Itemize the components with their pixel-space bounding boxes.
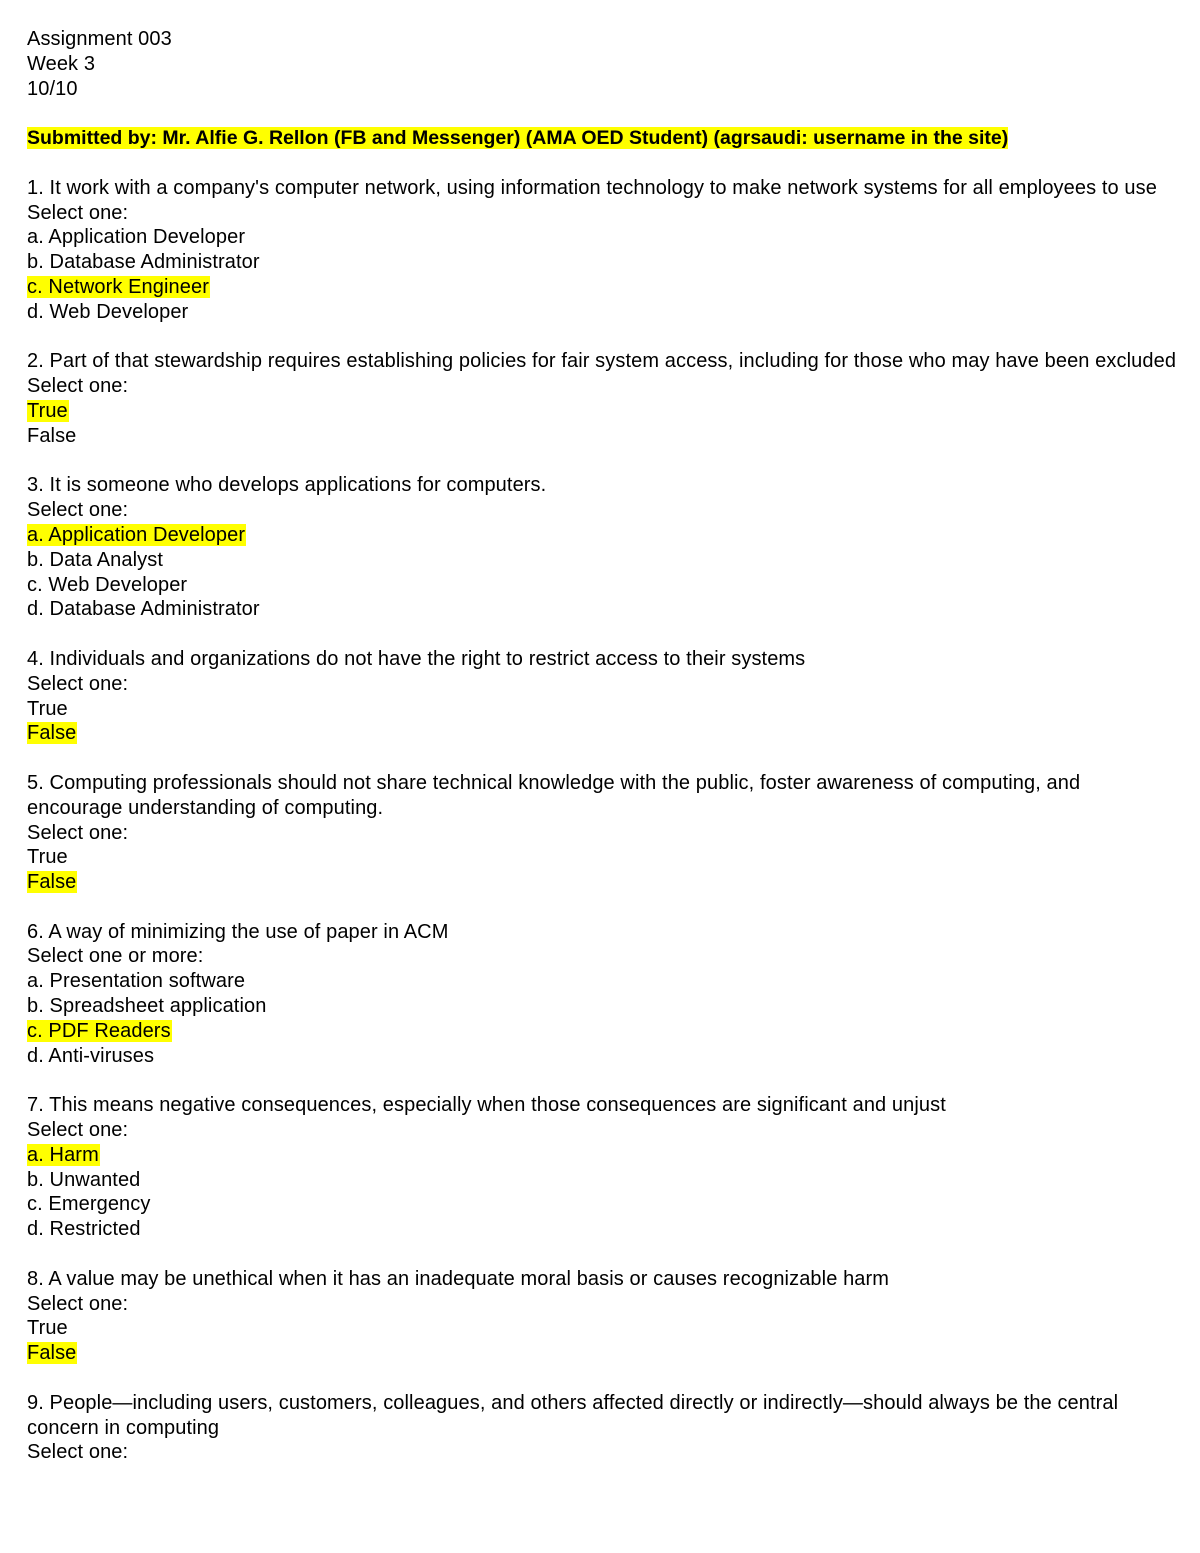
answer-option-label: c. Web Developer	[27, 573, 188, 596]
answer-option-label: b. Database Administrator	[27, 251, 260, 274]
answer-option-selected	[27, 870, 1177, 895]
question-text: 1. It work with a company's computer network, using information technology to make network systems for all employees to use	[27, 176, 1157, 199]
question-text: 6. A way of minimizing the use of paper in ACM	[27, 920, 449, 943]
answer-option	[27, 250, 1177, 275]
question-prompt: Select one or more:	[27, 945, 204, 968]
answer-option-label: c. Emergency	[27, 1193, 151, 1216]
answer-option	[27, 1044, 1177, 1069]
question-prompt: Select one:	[27, 499, 129, 522]
answer-option-label: c. Network Engineer	[27, 275, 209, 298]
answer-option	[27, 573, 1177, 598]
answer-option-selected	[27, 399, 1177, 424]
answer-option-selected	[27, 1341, 1177, 1366]
answer-option-label: b. Spreadsheet application	[27, 995, 267, 1018]
answer-option	[27, 845, 1177, 870]
question-text: 8. A value may be unethical when it has an inadequate moral basis or causes recognizable harm	[27, 1267, 890, 1290]
answer-option-label: b. Unwanted	[27, 1168, 141, 1191]
answer-option	[27, 548, 1177, 573]
question-text: 4. Individuals and organizations do not have the right to restrict access to their systems	[27, 647, 806, 670]
answer-option-label: a. Application Developer	[27, 226, 246, 249]
answer-option-selected	[27, 1019, 1177, 1044]
submitted-by-line: Submitted by: Mr. Alfie G. Rellon (FB and Messenger) (AMA OED Student) (agrsaudi: username in the site)	[27, 127, 1009, 150]
answer-option	[27, 1192, 1177, 1217]
question-text: 2. Part of that stewardship requires establishing policies for fair system access, including for those who may have been excluded	[27, 350, 1177, 373]
answer-option-label: True	[27, 697, 68, 720]
score-label: 10/10	[27, 77, 78, 100]
answer-option-label: d. Database Administrator	[27, 598, 260, 621]
answer-option-selected	[27, 1143, 1177, 1168]
question-block	[27, 349, 1177, 448]
question-block	[27, 1391, 1177, 1465]
question-prompt: Select one:	[27, 201, 129, 224]
answer-option	[27, 424, 1177, 449]
question-text: 3. It is someone who develops applications for computers.	[27, 474, 547, 497]
answer-option-label: False	[27, 1342, 77, 1365]
question-block	[27, 176, 1177, 325]
answer-option-label: d. Anti-viruses	[27, 1044, 155, 1067]
document-page	[27, 27, 1177, 1465]
question-prompt: Select one:	[27, 1119, 129, 1142]
answer-option-label: False	[27, 722, 77, 745]
week-label: Week 3	[27, 52, 96, 75]
question-block	[27, 771, 1177, 895]
question-text: 9. People—including users, customers, colleagues, and others affected directly or indirectly—should always be the central concern in computing	[27, 1391, 1119, 1439]
answer-option-label: a. Harm	[27, 1143, 99, 1166]
question-list	[27, 176, 1177, 1465]
answer-option-label: d. Web Developer	[27, 300, 189, 323]
question-block	[27, 473, 1177, 622]
answer-option	[27, 300, 1177, 325]
answer-option	[27, 1217, 1177, 1242]
answer-option	[27, 994, 1177, 1019]
answer-option	[27, 969, 1177, 994]
question-block	[27, 647, 1177, 746]
answer-option-label: a. Presentation software	[27, 970, 246, 993]
assignment-title: Assignment 003	[27, 28, 172, 50]
answer-option-label: False	[27, 424, 77, 447]
answer-option	[27, 1168, 1177, 1193]
question-text: 5. Computing professionals should not share technical knowledge with the public, foster awareness of computing, and encourage understanding of computing.	[27, 771, 1081, 819]
answer-option-label: d. Restricted	[27, 1218, 141, 1241]
answer-option	[27, 1316, 1177, 1341]
answer-option-label: b. Data Analyst	[27, 548, 164, 571]
answer-option-selected	[27, 721, 1177, 746]
question-block	[27, 1267, 1177, 1366]
answer-option-selected	[27, 523, 1177, 548]
answer-option-label: a. Application Developer	[27, 523, 246, 546]
answer-option-label: c. PDF Readers	[27, 1019, 171, 1042]
question-block	[27, 920, 1177, 1069]
answer-option	[27, 597, 1177, 622]
question-text: 7. This means negative consequences, especially when those consequences are significant and unjust	[27, 1094, 946, 1117]
question-prompt: Select one:	[27, 1292, 129, 1315]
answer-option-label: True	[27, 399, 68, 422]
question-prompt: Select one:	[27, 821, 129, 844]
answer-option-label: True	[27, 1317, 68, 1340]
answer-option-label: True	[27, 846, 68, 869]
answer-option	[27, 697, 1177, 722]
answer-option-label: False	[27, 871, 77, 894]
question-block	[27, 1093, 1177, 1242]
answer-option	[27, 225, 1177, 250]
answer-option-selected	[27, 275, 1177, 300]
question-prompt: Select one:	[27, 375, 129, 398]
question-prompt: Select one:	[27, 672, 129, 695]
question-prompt: Select one:	[27, 1441, 129, 1464]
